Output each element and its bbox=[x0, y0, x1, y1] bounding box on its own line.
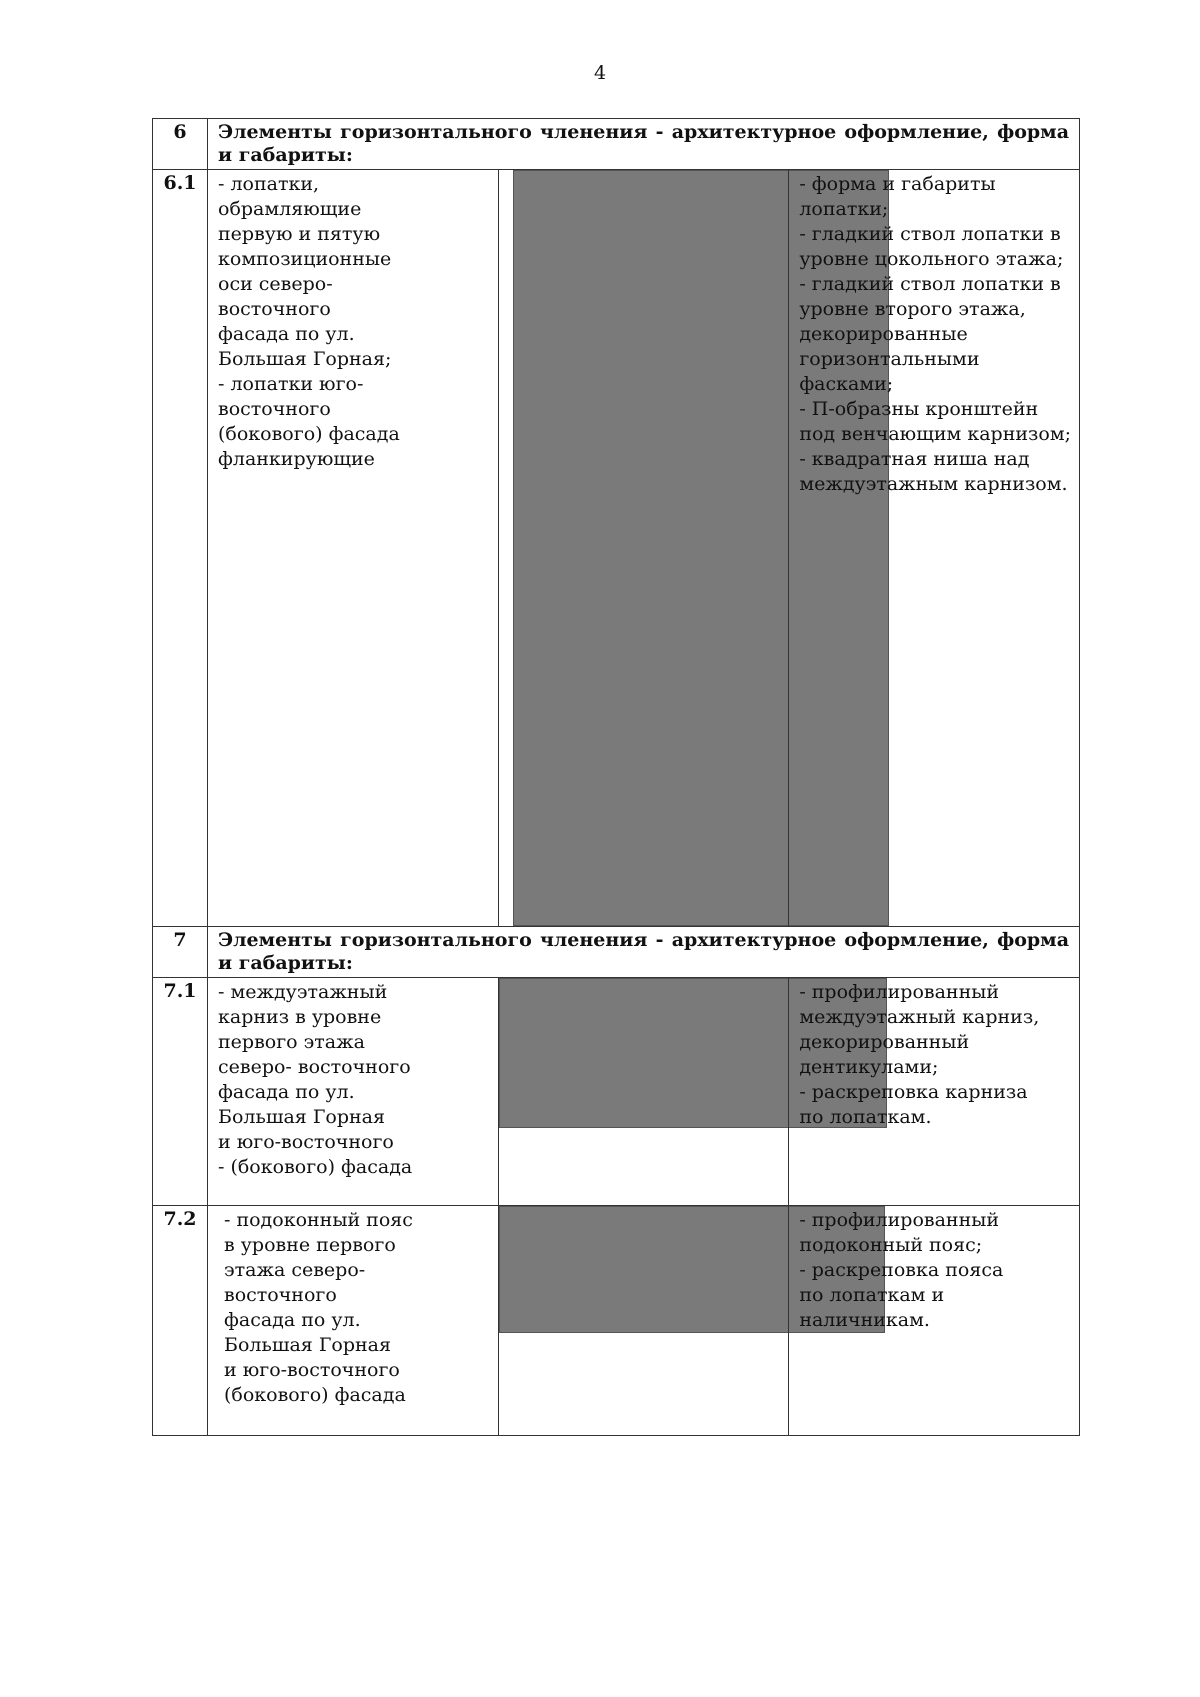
desc-line: оси северо- bbox=[218, 273, 333, 295]
desc-line: этажа северо- bbox=[224, 1259, 366, 1281]
desc-line: (бокового) фасада bbox=[224, 1384, 406, 1406]
desc-line: - междуэтажный bbox=[218, 981, 388, 1003]
row-description bbox=[208, 170, 499, 927]
feature-line: подоконный пояс; bbox=[799, 1234, 983, 1256]
desc-line: - (бокового) фасада bbox=[218, 1156, 413, 1178]
feature-line: - раскреповка карниза bbox=[799, 1081, 1028, 1103]
photo-cell bbox=[498, 978, 789, 1206]
section-title-line: и габариты: bbox=[218, 952, 353, 974]
desc-line: восточного bbox=[218, 398, 331, 420]
feature-line: - квадратная ниша над bbox=[799, 448, 1030, 470]
table-row bbox=[153, 1206, 1080, 1436]
section-title-line: Элементы горизонтального членения - архитектурное оформление, форма bbox=[218, 121, 1069, 143]
feature-line: - П-образны кронштейн bbox=[799, 398, 1039, 420]
desc-line: Большая Горная bbox=[224, 1334, 391, 1356]
section-header-row bbox=[153, 119, 1080, 170]
section-title bbox=[208, 119, 1080, 170]
desc-line: восточного bbox=[218, 298, 331, 320]
feature-line: под венчающим карнизом; bbox=[799, 423, 1072, 445]
feature-line: по лопаткам. bbox=[799, 1106, 932, 1128]
feature-line: по лопаткам и bbox=[799, 1284, 945, 1306]
feature-line: горизонтальными bbox=[799, 348, 980, 370]
feature-line: - гладкий ствол лопатки в bbox=[799, 273, 1061, 295]
feature-line: - форма и габариты bbox=[799, 173, 996, 195]
row-number: 7.1 bbox=[153, 978, 208, 1206]
section-title bbox=[208, 927, 1080, 978]
row-description bbox=[208, 978, 499, 1206]
feature-line: наличникам. bbox=[799, 1309, 930, 1331]
desc-line: первого этажа bbox=[218, 1031, 365, 1053]
desc-line: - лопатки юго- bbox=[218, 373, 364, 395]
desc-line: фланкирующие bbox=[218, 448, 375, 470]
desc-line: карниз в уровне bbox=[218, 1006, 382, 1028]
desc-line: фасада по ул. bbox=[218, 1081, 355, 1103]
table-row bbox=[153, 978, 1080, 1206]
row-number: 7.2 bbox=[153, 1206, 208, 1436]
element-table bbox=[152, 118, 1080, 1436]
row-description bbox=[208, 1206, 499, 1436]
desc-line: - лопатки, bbox=[218, 173, 320, 195]
section-title-line: и габариты: bbox=[218, 144, 353, 166]
section-title-line: Элементы горизонтального членения - архитектурное оформление, форма bbox=[218, 929, 1069, 951]
feature-line: междуэтажный карниз, bbox=[799, 1006, 1040, 1028]
desc-line: - подоконный пояс bbox=[224, 1209, 413, 1231]
desc-line: обрамляющие bbox=[218, 198, 362, 220]
photo-cell bbox=[498, 1206, 789, 1436]
feature-line: - гладкий ствол лопатки в bbox=[799, 223, 1061, 245]
row-features bbox=[789, 978, 1080, 1206]
desc-line: фасада по ул. bbox=[218, 323, 355, 345]
row-features bbox=[789, 1206, 1080, 1436]
feature-line: уровне цокольного этажа; bbox=[799, 248, 1064, 270]
feature-line: - раскреповка пояса bbox=[799, 1259, 1004, 1281]
section-header-row bbox=[153, 927, 1080, 978]
desc-line: первую и пятую bbox=[218, 223, 381, 245]
desc-line: Большая Горная; bbox=[218, 348, 392, 370]
feature-line: декорированные bbox=[799, 323, 968, 345]
feature-line: лопатки; bbox=[799, 198, 889, 220]
desc-line: восточного bbox=[224, 1284, 337, 1306]
feature-line: - профилированный bbox=[799, 1209, 1000, 1231]
section-number: 6 bbox=[153, 119, 208, 170]
table-row bbox=[153, 170, 1080, 927]
feature-line: декорированный bbox=[799, 1031, 970, 1053]
feature-line: уровне второго этажа, bbox=[799, 298, 1026, 320]
desc-line: (бокового) фасада bbox=[218, 423, 400, 445]
desc-line: фасада по ул. bbox=[224, 1309, 361, 1331]
feature-line: фасками; bbox=[799, 373, 894, 395]
feature-line: междуэтажным карнизом. bbox=[799, 473, 1068, 495]
desc-line: в уровне первого bbox=[224, 1234, 396, 1256]
feature-line: дентикулами; bbox=[799, 1056, 939, 1078]
desc-line: северо- восточного bbox=[218, 1056, 411, 1078]
desc-line: Большая Горная bbox=[218, 1106, 385, 1128]
feature-line: - профилированный bbox=[799, 981, 1000, 1003]
row-features bbox=[789, 170, 1080, 927]
page-number: 4 bbox=[593, 62, 607, 84]
desc-line: композиционные bbox=[218, 248, 392, 270]
desc-line: и юго-восточного bbox=[224, 1359, 400, 1381]
row-number: 6.1 bbox=[153, 170, 208, 927]
section-number: 7 bbox=[153, 927, 208, 978]
photo-cell bbox=[498, 170, 789, 927]
desc-line: и юго-восточного bbox=[218, 1131, 394, 1153]
